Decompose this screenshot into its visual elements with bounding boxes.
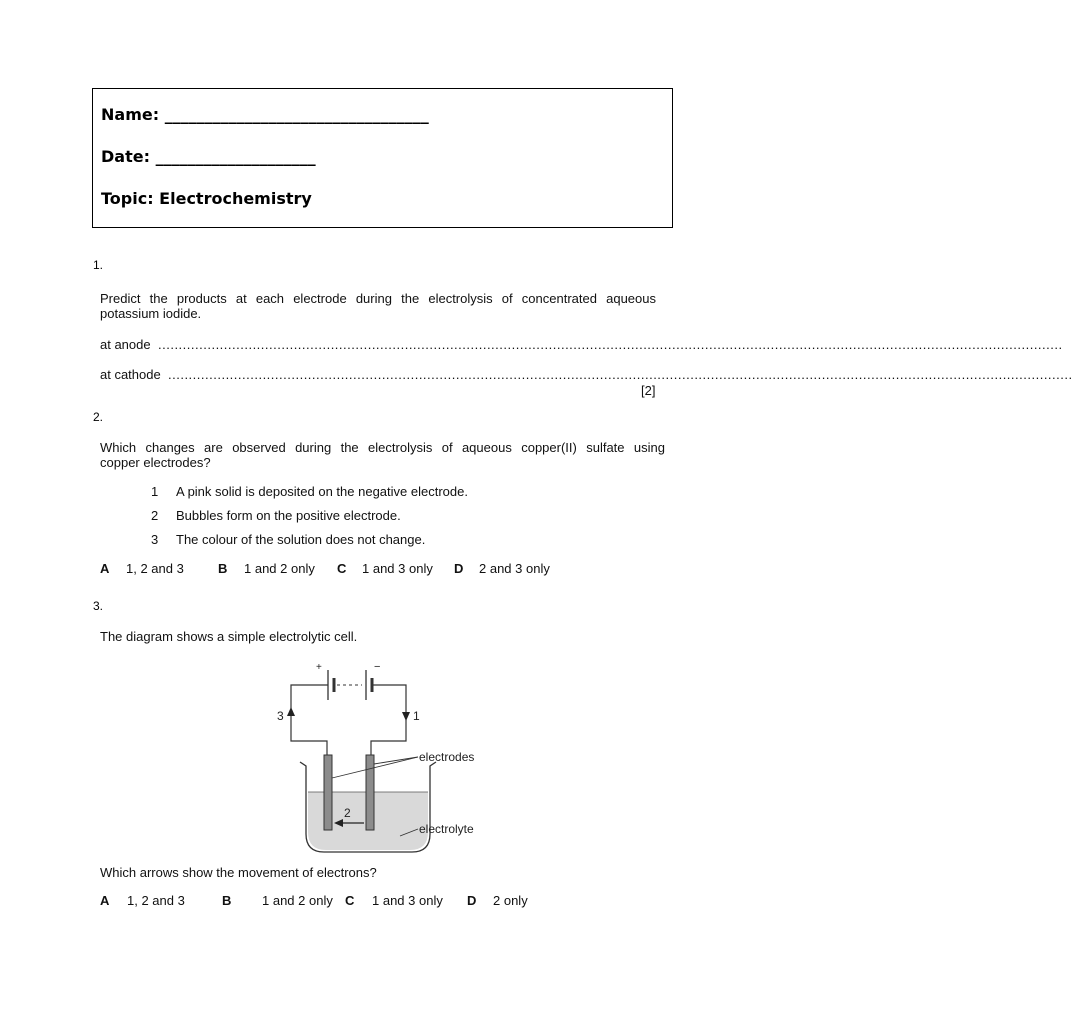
q2-number: 2. <box>93 410 104 424</box>
date-blank: ____________________ <box>155 147 316 166</box>
q2-text-line1: Which changes are observed during the electrolysis of aqueous copper(II) sulfate using <box>100 440 665 455</box>
q2-option-c-letter[interactable]: C <box>337 561 347 576</box>
q1-anode-answer-line[interactable]: ............................................................................................................................................................................................................................ <box>158 337 1063 352</box>
arrow-2-label: 2 <box>344 806 351 820</box>
date-label: Date: <box>101 147 150 166</box>
q1-text-line1: Predict the products at each electrode during the electrolysis of concentrated aqueous <box>100 291 656 306</box>
circuit-wires <box>291 685 406 756</box>
name-label: Name: <box>101 105 160 124</box>
q3-option-d-letter[interactable]: D <box>467 893 477 908</box>
q3-option-b-letter[interactable]: B <box>222 893 232 908</box>
q2-statement-3-text: The colour of the solution does not change. <box>176 532 426 547</box>
name-blank: _________________________________ <box>164 105 429 124</box>
electrolytic-cell-diagram <box>270 656 500 856</box>
battery-symbol <box>328 670 372 700</box>
q2-statement-1-num: 1 <box>151 484 159 499</box>
q1-text-line2: potassium iodide. <box>100 306 202 321</box>
arrow-1-icon <box>402 712 410 721</box>
q3-option-a-letter[interactable]: A <box>100 893 110 908</box>
q2-statement-2-text: Bubbles form on the positive electrode. <box>176 508 401 523</box>
q3-option-c-letter[interactable]: C <box>345 893 355 908</box>
q1-cathode-label: at cathode <box>100 367 161 382</box>
q2-option-b-letter[interactable]: B <box>218 561 228 576</box>
q3-option-c-text: 1 and 3 only <box>372 893 443 908</box>
name-line <box>101 105 429 124</box>
right-electrode <box>366 755 374 830</box>
positive-sign: + <box>316 662 322 673</box>
arrow-3-icon <box>287 707 295 716</box>
student-info-box <box>92 88 673 228</box>
q2-option-d-letter[interactable]: D <box>454 561 464 576</box>
q2-statement-2-num: 2 <box>151 508 159 523</box>
q2-statement-3-num: 3 <box>151 532 159 547</box>
q3-option-a-text: 1, 2 and 3 <box>127 893 185 908</box>
q1-marks: [2] <box>641 383 656 398</box>
q2-option-c-text: 1 and 3 only <box>362 561 433 576</box>
left-electrode <box>324 755 332 830</box>
q2-text-line2: copper electrodes? <box>100 455 211 470</box>
q1-number: 1. <box>93 258 104 272</box>
negative-sign: − <box>374 661 381 673</box>
q3-option-b-text: 1 and 2 only <box>262 893 333 908</box>
q3-option-d-text: 2 only <box>493 893 528 908</box>
q2-option-b-text: 1 and 2 only <box>244 561 315 576</box>
q2-option-a-text: 1, 2 and 3 <box>126 561 184 576</box>
q3-number: 3. <box>93 599 104 613</box>
q2-statement-1-text: A pink solid is deposited on the negative electrode. <box>176 484 468 499</box>
electrolyte-label: electrolyte <box>419 822 474 836</box>
q1-cathode-answer-line[interactable]: ............................................................................................................................................................................................................................ <box>168 367 1073 382</box>
q2-option-d-text: 2 and 3 only <box>479 561 550 576</box>
arrow-1-label: 1 <box>413 709 420 723</box>
q3-intro: The diagram shows a simple electrolytic cell. <box>100 629 358 644</box>
topic-title: Topic: Electrochemistry <box>101 189 312 208</box>
date-line <box>101 147 316 166</box>
arrow-3-label: 3 <box>277 709 284 723</box>
q3-question: Which arrows show the movement of electrons? <box>100 865 377 880</box>
q2-option-a-letter[interactable]: A <box>100 561 110 576</box>
electrodes-label: electrodes <box>419 750 475 764</box>
q1-anode-label: at anode <box>100 337 151 352</box>
